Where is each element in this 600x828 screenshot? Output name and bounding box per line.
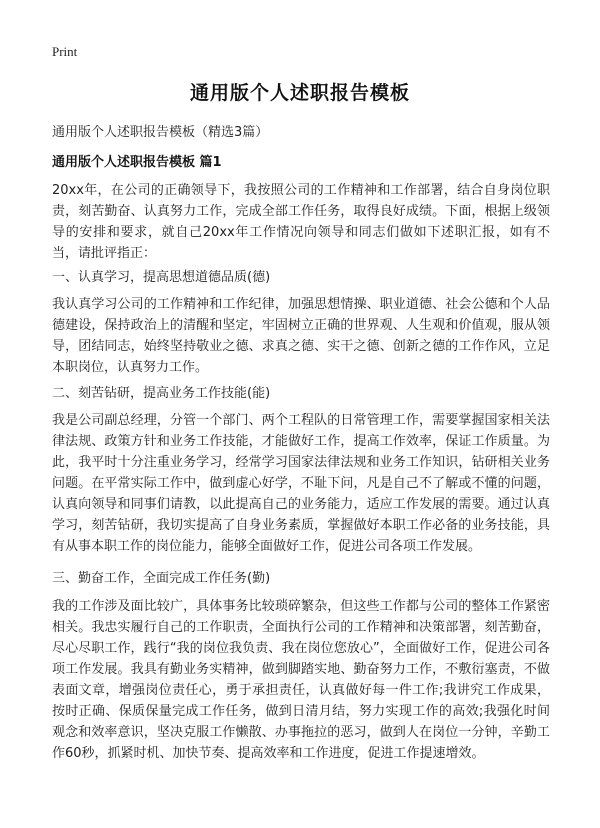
section-heading-2: 二、刻苦钻研，提高业务工作技能(能): [52, 386, 271, 401]
section-body-3: 我的工作涉及面比较广，具体事务比较琐碎繁杂，但这些工作都与公司的整体工作紧密相关。我忠实履行自己的工作职责，全面执行公司的工作精神和决策部署，刻苦勤奋，尽心尽职工作，践行“我的岗位我负责、我在岗位您放心”，全面做好工作，促进公司各项工作发展。我具有勤业务实精神，做到脚踏实地、勤奋努力工作，不敷衍塞责，不做表面文章，增强岗位责任心，勇于承担责任，认真做好每一件工作;我讲究工作成果，按时正确、保质保量完成工作任务，做到日清月结，努力实现工作的高效;我强化时间观念和效率意识，坚决克服工作懒散、办事拖拉的恶习，做到人在岗位一分钟，辛勤工作60秒，抓紧时机、加快节奏、提高效率和工作进度，促进工作提速增效。: [52, 599, 550, 761]
intro-paragraph: 20xx年，在公司的正确领导下，我按照公司的工作精神和工作部署，结合自身岗位职责，刻苦勤奋、认真努力工作，完成全部工作任务，取得良好成绩。下面，根据上级领导的安排和要求，就自己20xx年工作情况向领导和同志们做如下述职汇报，如有不当，请批评指正：: [52, 183, 550, 261]
page-title: 通用版个人述职报告模板: [189, 82, 410, 104]
section-title: 通用版个人述职报告模板 篇1: [52, 155, 222, 170]
document-subtitle: 通用版个人述职报告模板（精选3篇）: [52, 125, 269, 140]
section-body-2: 我是公司副总经理，分管一个部门、两个工程队的日常管理工作，需要掌握国家相关法律法规、政策方针和业务工作技能，才能做好工作，提高工作效率，保证工作质量。为此，我平时十分注重业务学习，经常学习国家法律法规和业务工作知识，钻研相关业务问题。在平常实际工作中，做到虚心好学，不耻下问，凡是自己不了解或不懂的问题，认真向领导和同事们请教，以此提高自己的业务能力，适应工作发展的需要。通过认真学习，刻苦钻研，我切实提高了自身业务素质，掌握做好本职工作必备的业务技能，具有从事本职工作的岗位能力，能够全面做好工作，促进公司各项工作发展。: [52, 413, 550, 554]
section-heading-1: 一、认真学习，提高思想道德品质(德): [52, 270, 271, 285]
section-body-1: 我认真学习公司的工作精神和工作纪律，加强思想情操、职业道德、社会公德和个人品德建设，保持政治上的清醒和坚定，牢固树立正确的世界观、人生观和价值观，服从领导，团结同志，始终坚持敬业之德、求真之德、实干之德、创新之德的工作作风，立足本职岗位，认真努力工作。: [52, 297, 550, 375]
print-label: Print: [52, 44, 78, 59]
section-heading-3: 三、勤奋工作，全面完成工作任务(勤): [52, 571, 271, 586]
